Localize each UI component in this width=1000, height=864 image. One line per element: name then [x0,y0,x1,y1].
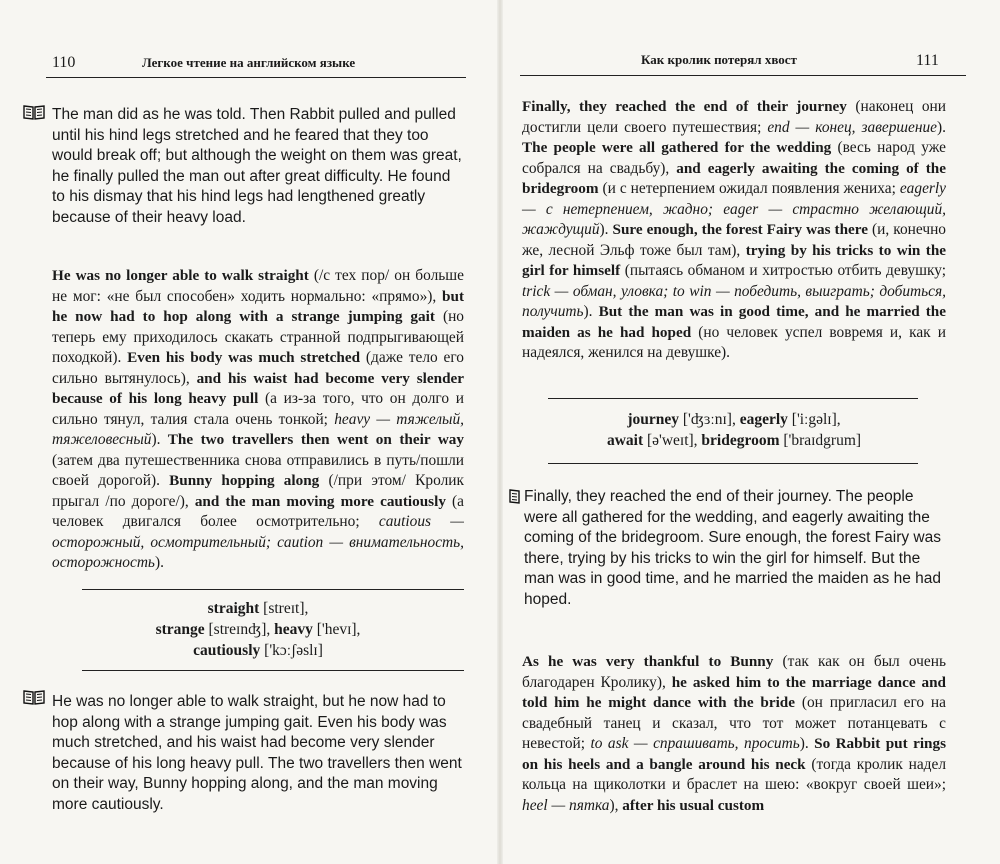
open-book-icon [23,689,45,705]
running-head: Как кролик потерял хвост [641,52,797,67]
right-page [500,0,1000,864]
vocab-box: straight [streɪt], strange [streɪnʤ], heavy ['hevɪ], cautiously ['kɔːʃəslɪ] [155,600,361,659]
english-paragraph: The man did as he was told. Then Rabbit pulled and pulled until his hind legs stretched and he feared that they too would break off; but although the weight on them was great, he finally pulled the man out after great difficulty. He found to his dismay that his hind legs had lengthened greatly because of their heavy load. [52,106,462,226]
page-number: 110 [52,54,76,71]
vocab-box: journey ['ʤɜːnɪ], eagerly ['iːgəlɪ], await [ə'weɪt], bridegroom ['braɪdgrum] [606,411,862,449]
annotated-paragraph: As he was very thankful to Bunny (так как он был очень благодарен Кролику), he asked him to the marriage dance and told him he might dance with the bride (он пригласил его на свадебный танец и сказал, что тот может потанцевать с невестой; to ask — спрашивать, просить). So Rabbit put rings on his heels and a bangle around his neck (тогда кролик надел кольца на щиколотки и браслет на шею: «вокруг своей шеи»; heel — пятка), after his usual custom [522,653,947,814]
vocab-rule-top [548,398,918,399]
annotated-paragraph: Finally, they reached the end of their journey (наконец они достигли цели своего путешествия; end — конец, завершение). The people were all gathered for the wedding (весь народ уже собрался на свадьбу), and eagerly awaiting the coming of the bridegroom (и с нетерпением ожидал появления жениха; eagerly — с нетерпением, жадно; eager — страстно желающий, жаждущий). Sure enough, the forest Fairy was there (и, конечно же, лесной Эльф тоже был там), trying by his tricks to win the girl for himself (пытаясь обманом и хитростью отбить девушку; trick — обман, уловка; to win — победить, выиграть; добиться, получить). But the man was in good time, and he married the maiden as he had hoped (но человек успел вовремя и, как и надеялся, женился на девушке). [522,98,947,361]
vocab-rule-bottom [82,670,464,671]
running-head: Легкое чтение на английском языке [142,55,356,70]
header-rule [520,75,966,76]
vocab-rule-top [82,589,464,590]
english-paragraph: Finally, they reached the end of their journey. The people were all gathered for the wedding, and eagerly awaiting the coming of the bridegroom. Sure enough, the forest Fairy was there, trying by his tricks to win the girl for himself. But the man was in good time, and he married the maiden as he had hoped. [524,488,942,608]
open-book-icon [23,104,45,120]
english-paragraph: He was no longer able to walk straight, but he now had to hop along with a strange jumping gait. Even his body was much stretched, and his waist had become very slender because of his long heavy pull. The two travellers then went on their way, Bunny hopping along, and the man moving more cautiously. [52,693,462,813]
open-book-icon [506,488,520,504]
page-number: 111 [916,52,939,69]
annotated-paragraph: He was no longer able to walk straight (/с тех пор/ он больше не мог: «не был способен» ходить нормально: «прямо»), but he now had to hop along with a strange jumping gait (но теперь ему приходилось скакать странной подпрыгивающей походкой). Even his body was much stretched (даже тело его сильно вытянулось), and his waist had become very slender because of his long heavy pull (а из-за того, что он долго и сильно тянул, талия стала очень тонкой; heavy — тяжелый, тяжеловесный). The two travellers then went on their way (затем два путешественника снова отправились в путь/пошли своей дорогой). Bunny hopping along (/при этом/ Кролик прыгал /по дороге/), and the man moving more cautiously (а человек двигался более осмотрительно; cautious — осторожный, осмотрительный; caution — внимательность, осторожность). [52,267,465,571]
header-rule [46,77,466,78]
vocab-rule-bottom [548,463,918,464]
